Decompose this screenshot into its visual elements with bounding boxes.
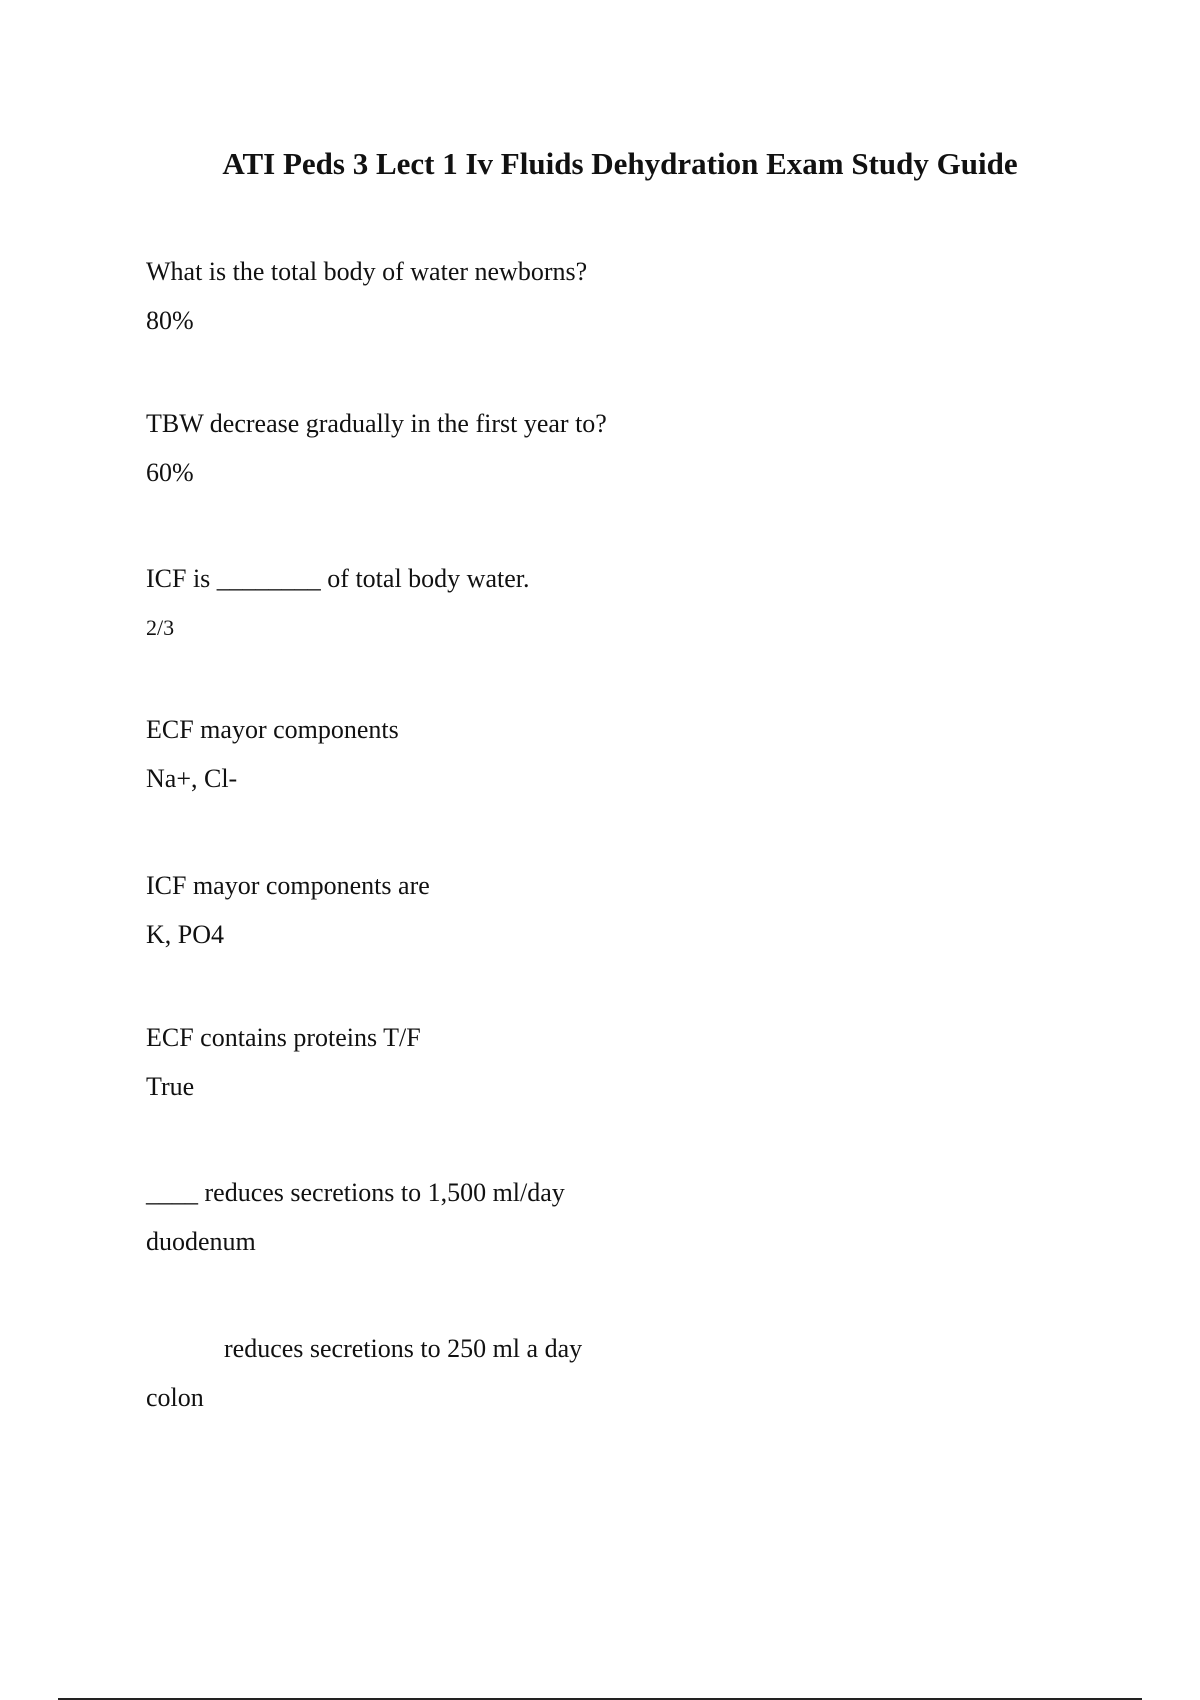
document-title: ATI Peds 3 Lect 1 Iv Fluids Dehydration Exam Study Guide — [222, 146, 1018, 181]
answer-text: Na+, Cl- — [146, 764, 238, 793]
answer-text: 2/3 — [146, 615, 175, 640]
question-line — [146, 1333, 1046, 1365]
qa-item-1 — [146, 256, 1046, 337]
qa-item-2 — [146, 408, 1046, 489]
qa-item-6 — [146, 1022, 1046, 1103]
question-text: ECF contains proteins T/F — [146, 1023, 421, 1052]
qa-item-8 — [146, 1333, 1046, 1414]
answer-text: 80% — [146, 306, 194, 335]
question-text: reduces secretions to 250 ml a day — [224, 1334, 583, 1363]
answer-text: True — [146, 1072, 195, 1101]
question-text: ECF mayor components — [146, 715, 399, 744]
answer-text: 60% — [146, 458, 194, 487]
qa-item-5 — [146, 870, 1046, 951]
question-text: ICF is ________ of total body water. — [146, 564, 530, 593]
qa-item-4 — [146, 714, 1046, 795]
answer-text: K, PO4 — [146, 920, 225, 949]
question-text: ____ reduces secretions to 1,500 ml/day — [146, 1178, 565, 1207]
question-text: ICF mayor components are — [146, 871, 430, 900]
qa-item-7 — [146, 1177, 1046, 1258]
question-text: TBW decrease gradually in the first year to? — [146, 409, 607, 438]
qa-item-3 — [146, 563, 1046, 644]
question-text: What is the total body of water newborns? — [146, 257, 588, 286]
answer-text: duodenum — [146, 1227, 256, 1256]
answer-text: colon — [146, 1383, 204, 1412]
